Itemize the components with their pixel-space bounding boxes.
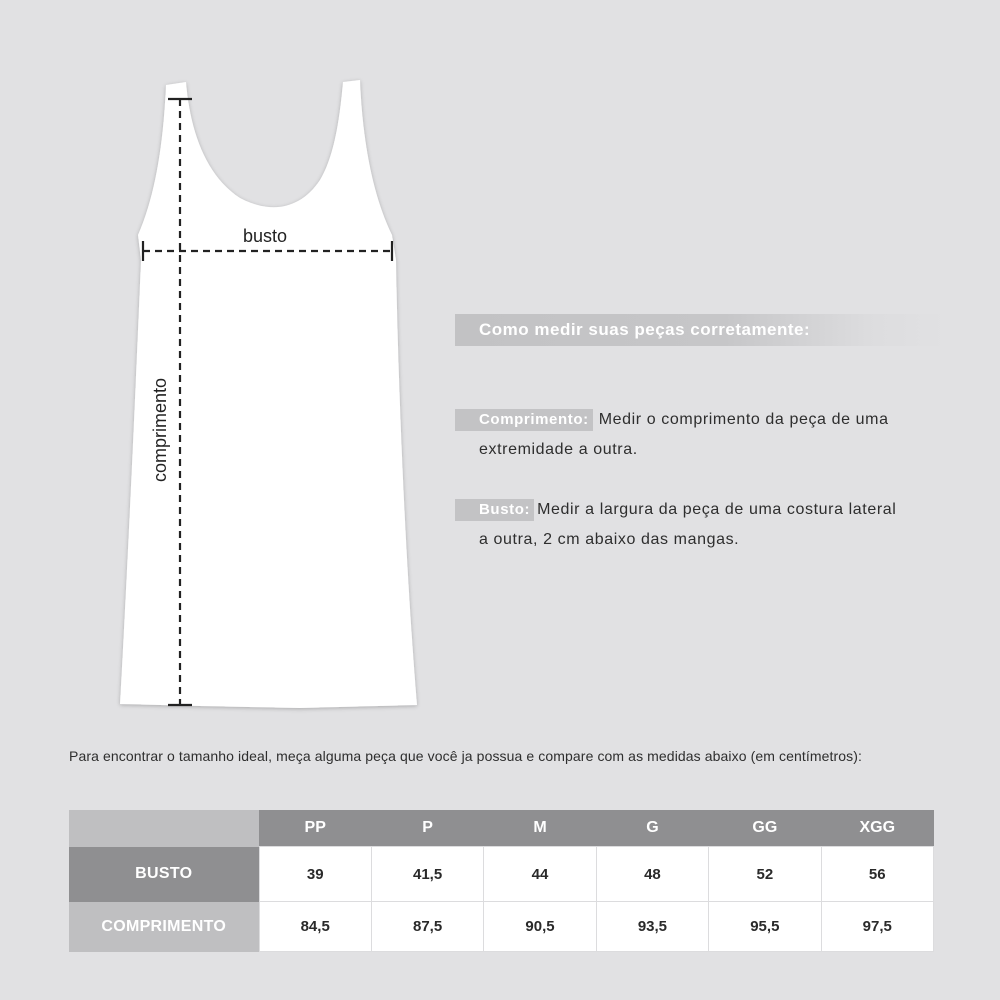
row-label: COMPRIMENTO: [69, 902, 259, 952]
busto-label: busto: [242, 226, 288, 246]
header-blank-cell: [69, 810, 259, 847]
table-row-busto: [69, 847, 934, 902]
size-header: XGG: [821, 810, 933, 847]
table-cell: 48: [596, 847, 708, 902]
table-row-comprimento: [69, 902, 934, 952]
comprimento-desc-line2: extremidade a outra.: [479, 441, 638, 458]
size-header: GG: [709, 810, 821, 847]
size-table: [69, 810, 934, 952]
size-header: P: [371, 810, 483, 847]
comprimento-label: comprimento: [150, 377, 170, 483]
table-cell: 87,5: [371, 902, 483, 952]
row-label: BUSTO: [69, 847, 259, 902]
table-cell: 95,5: [709, 902, 821, 952]
table-cell: 56: [821, 847, 933, 902]
table-cell: 97,5: [821, 902, 933, 952]
table-cell: 90,5: [484, 902, 596, 952]
comprimento-description: [455, 405, 955, 465]
busto-term: Busto:: [455, 499, 534, 521]
size-header: PP: [259, 810, 371, 847]
table-cell: 39: [259, 847, 371, 902]
comprimento-desc-line1: Medir o comprimento da peça de uma: [598, 411, 889, 428]
table-cell: 44: [484, 847, 596, 902]
comprimento-term: Comprimento:: [455, 409, 593, 431]
size-instructions: Para encontrar o tamanho ideal, meça alguma peça que você ja possua e compare com as medidas abaixo (em centímetros):: [69, 748, 862, 764]
table-cell: 41,5: [371, 847, 483, 902]
size-header: G: [596, 810, 708, 847]
table-cell: 84,5: [259, 902, 371, 952]
measure-guide-heading: Como medir suas peças corretamente:: [455, 314, 945, 346]
size-header-row: [69, 810, 934, 847]
size-header: M: [484, 810, 596, 847]
busto-desc-line2: a outra, 2 cm abaixo das mangas.: [479, 531, 740, 548]
busto-description: [455, 495, 955, 555]
busto-desc-line1: Medir a largura da peça de uma costura lateral: [537, 501, 897, 518]
table-cell: 52: [709, 847, 821, 902]
table-cell: 93,5: [596, 902, 708, 952]
